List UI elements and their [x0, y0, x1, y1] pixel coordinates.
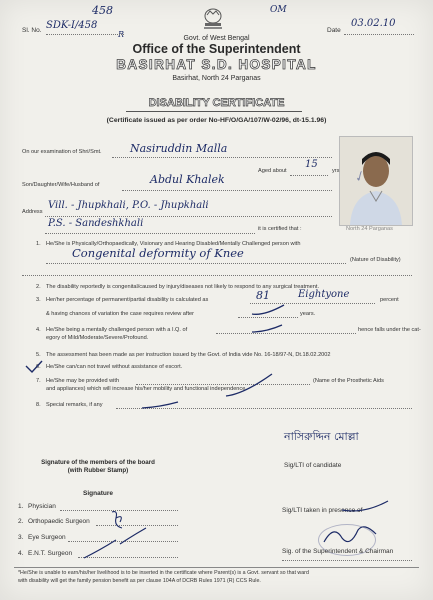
- clause-5-num: 5.: [36, 352, 41, 358]
- review-years: years.: [300, 311, 316, 317]
- board-subtitle: (with Rubber Stamp): [67, 467, 129, 474]
- candidate-sig-caption: Sig/LTI of candidate: [284, 462, 342, 469]
- certified-text: it is certified that :: [258, 226, 302, 232]
- member-1-num: 1.: [18, 503, 24, 510]
- member-2-label: Orthopaedic Surgeon: [28, 518, 90, 525]
- clause-8-text: Special remarks, if any: [46, 402, 103, 408]
- dash-mark-2-icon: [140, 398, 180, 416]
- address-line-1: Vill. - Jhupkhali, P.O. - Jhupkhali: [48, 200, 209, 211]
- dash-mark-icon: [250, 322, 286, 341]
- member-3-num: 3.: [18, 534, 24, 541]
- check-mark-icon: [24, 360, 44, 379]
- member-4-num: 4.: [18, 550, 24, 557]
- member-1-label: Physician: [28, 503, 56, 510]
- clause-3-text: Her/her percentage of permanent/partial disability is calculated as: [46, 297, 209, 303]
- clause-3-num: 3.: [36, 297, 41, 303]
- corner-mark: OM: [270, 5, 287, 15]
- candidate-photo: [339, 136, 413, 226]
- candidate-age: 15: [305, 159, 318, 170]
- clause-2-num: 2.: [36, 284, 41, 290]
- clause-6-num: 6.: [36, 364, 41, 370]
- aged-label: Aged about: [258, 168, 287, 174]
- govt-line: Govt. of West Bengal: [183, 35, 250, 42]
- address-line-2: P.S. - Sandeshkhali: [48, 218, 144, 229]
- clause-7a-tail: (Name of the Prosthetic Aids: [313, 378, 384, 384]
- disability-percent-words: Eightyone: [298, 289, 350, 300]
- clause-7b-text: and appliances) which will increase his/her mobility and functional independence.: [46, 386, 247, 392]
- footer-line-1: *He/She is unable to earn/his/her livelihood is to be inserted in the certificate where Parent(s) is a Govt. servant so that ward: [18, 570, 309, 576]
- hospital-name: BASIRHAT S.D. HOSPITAL: [116, 57, 317, 72]
- district-tail: North 24 Parganas: [346, 226, 393, 232]
- parent-name: Abdul Khalek: [150, 173, 225, 186]
- candidate-name: Nasiruddin Malla: [130, 142, 228, 155]
- disability-text: Congenital deformity of Knee: [72, 246, 244, 260]
- emblem-icon: [198, 6, 228, 34]
- yrs-label: yrs: [332, 168, 340, 174]
- percent-label: percent: [380, 297, 399, 303]
- taken-in-presence: Sig/LTI taken in presence of: [282, 507, 363, 514]
- clause-8-num: 8.: [36, 402, 41, 408]
- member-4-label: E.N.T. Surgeon: [28, 550, 73, 557]
- candidate-signature: নাসিরুদ্দিন মোল্লা: [284, 430, 359, 443]
- nature-label: (Nature of Disability): [350, 257, 401, 263]
- order-line: (Certificate issued as per order No-HF/O/GA/107/W-02/96, dt-15.1.96): [106, 117, 327, 124]
- slash-mark-icon: [118, 526, 148, 551]
- clause-5-text: The assessment has been made as per instruction issued by the Govt. of India vide No. 16-18/97-N, Dt.18.02.2002: [46, 352, 331, 358]
- clause-4a-text: He/She being a mentally challenged person with a I.Q. of: [46, 327, 188, 333]
- address-label: Address: [22, 209, 43, 215]
- clause-1-num: 1.: [36, 241, 41, 247]
- stroke-mark-icon: [224, 372, 274, 403]
- clause-4a-tail: hence falls under the cat-: [358, 327, 421, 333]
- clause-7-num: 7.: [36, 378, 41, 384]
- clause-7a-text: He/She may be provided with: [46, 378, 120, 384]
- sl-no-overwrite: 458: [92, 4, 113, 17]
- footer-line-2: with disability will get the family pension benefit as per clause 104A of DCRB Rules 1971 (R) CCS Rule.: [18, 578, 261, 584]
- disability-percent: 81: [256, 289, 270, 302]
- certificate-title: DISABILITY CERTIFICATE: [148, 97, 285, 109]
- date-value: 03.02.10: [351, 18, 396, 29]
- sl-no-initial: R: [118, 30, 125, 39]
- relation-label: Son/Daughter/Wife/Husband of: [22, 182, 100, 188]
- office-title: Office of the Superintendent: [132, 42, 301, 56]
- tick-mark-icon: [250, 302, 286, 323]
- date-label: Date: [327, 27, 341, 34]
- ent-slash-icon: [82, 538, 118, 565]
- signature-heading: Signature: [83, 490, 113, 497]
- clause-4-num: 4.: [36, 327, 41, 333]
- sl-no-value: SDK-I/458: [46, 20, 98, 31]
- superintendent-label: Sig. of the Superintendent & Chairman: [282, 548, 394, 555]
- clause-1-text: He/She is Physically/Orthopaedically, Visionary and Hearing Disabled/Mentally Challenged person with: [46, 241, 301, 247]
- clause-4b-text: egory of Mild/Moderate/Severe/Profound.: [46, 335, 149, 341]
- exam-label: On our examination of Shri/Smt.: [22, 149, 102, 155]
- board-title: Signature of the members of the board: [41, 459, 155, 466]
- sl-no-label: Sl. No.: [22, 27, 42, 34]
- stamp-mark: ✓: [350, 168, 368, 187]
- clause-6-text: He/She can/can not travel without assistance of escort.: [46, 364, 183, 370]
- clause-3b-text: & having chances of variation the case requires review after: [46, 311, 195, 317]
- member-3-label: Eye Surgeon: [28, 534, 66, 541]
- clause-2-text: The disability reportedly is congenital/caused by injury/diseases not likely to respond to any surgical treatment.: [46, 284, 319, 290]
- member-2-num: 2.: [18, 518, 24, 525]
- hospital-address: Basirhat, North 24 Parganas: [172, 75, 261, 82]
